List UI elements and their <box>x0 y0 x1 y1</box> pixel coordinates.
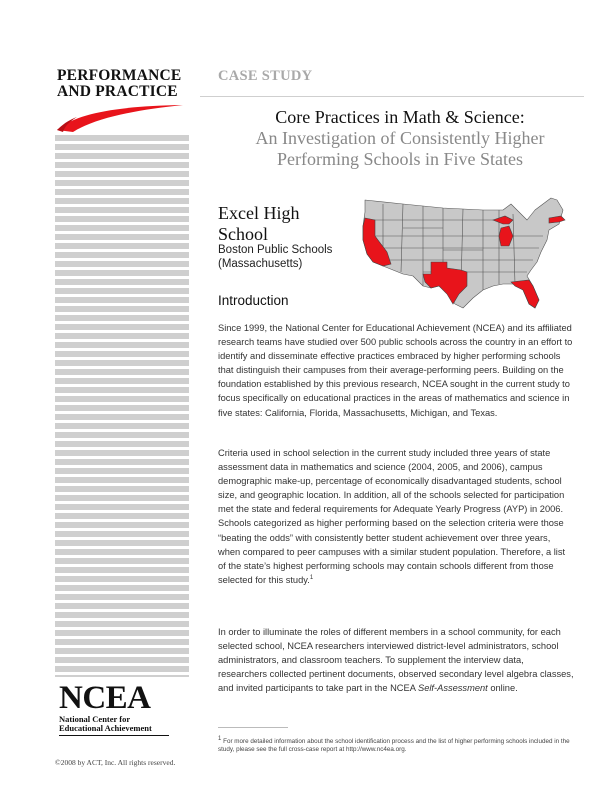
footnote-text: For more detailed information about the school identification process and the list of higher performing schools included in the study, please see the full cross-case report at http://www.nc4ea.org. <box>218 738 570 753</box>
footnote-ref: 1 <box>309 574 314 581</box>
series-title <box>57 68 197 100</box>
title-line2: An Investigation of Consistently Higher <box>255 128 545 148</box>
ncea-logo-block <box>59 680 199 736</box>
footnote-divider <box>218 727 288 728</box>
paragraph-3-text-a: In order to illuminate the roles of different members in a school community, for each selected school, NCEA researchers interviewed district-level administrators, school administrators, and classroom teachers. To supplement the interview data, researchers collected pertinent documents, observed secondary level algebra classes, and invited participants to take part in the NCEA <box>218 627 574 694</box>
state-florida <box>511 280 539 308</box>
case-study-label: CASE STUDY <box>218 68 313 84</box>
copyright-notice: ©2008 by ACT, Inc. All rights reserved. <box>55 758 176 767</box>
document-title <box>218 107 582 170</box>
title-line3: Performing Schools in Five States <box>277 149 523 169</box>
ncea-subtitle-line1: National Center for <box>59 714 131 724</box>
sidebar <box>55 0 189 792</box>
ncea-subtitle-line2: Educational Achievement <box>59 723 152 733</box>
striped-sidebar-panel <box>55 135 189 677</box>
ncea-logo-subtitle <box>59 715 169 736</box>
footnote <box>218 735 578 754</box>
title-line1: Core Practices in Math & Science: <box>275 107 525 127</box>
self-assessment-term: Self-Assessment <box>418 683 488 694</box>
us-states-map <box>343 190 583 315</box>
red-swoosh-logo <box>55 102 185 134</box>
header-divider <box>200 96 584 97</box>
series-title-line2: AND PRACTICE <box>57 83 178 100</box>
district-line1: Boston Public Schools <box>218 244 333 256</box>
section-heading-introduction: Introduction <box>218 293 289 308</box>
footnote-marker: 1 <box>218 735 222 742</box>
paragraph-2-text: Criteria used in school selection in the current study included three years of state assessment data in mathematics and science (2004, 2005, and 2006), campus demographic make-up, percentage of economically disadvantaged students, school size, and geographic location. In addition, all of the schools selected for participation met the state and federal requirements for Adequate Yearly Progress (AYP) in 2006. Schools categorized as higher performing based on the selection criteria were those “beating the odds” with consistently better student achievement over three years, when compared to peer campuses with a similar student population. Therefore, a list of the state’s highest performing schools may contain schools different from those selected for this study. <box>218 448 566 585</box>
school-district <box>218 243 348 271</box>
paragraph-3 <box>218 625 574 695</box>
district-line2: (Massachusetts) <box>218 258 303 270</box>
series-title-line1: PERFORMANCE <box>57 67 182 84</box>
ncea-logo: NCEA <box>59 680 151 716</box>
paragraph-3-text-b: online. <box>487 683 518 694</box>
paragraph-1: Since 1999, the National Center for Educational Achievement (NCEA) and its affiliated research teams have studied over 500 public schools across the country in an effort to identify and disseminate effective practices embraced by higher performing schools that distinguish their campuses from their average-performing peers. Building on the foundation established by this previous research, NCEA sought in the current study to focus specifically on educational practices in the areas of mathematics and science in five states: California, Florida, Massachusetts, Michigan, and Texas. <box>218 323 573 418</box>
paragraph-2 <box>218 446 574 587</box>
school-name: Excel High School <box>218 203 300 244</box>
